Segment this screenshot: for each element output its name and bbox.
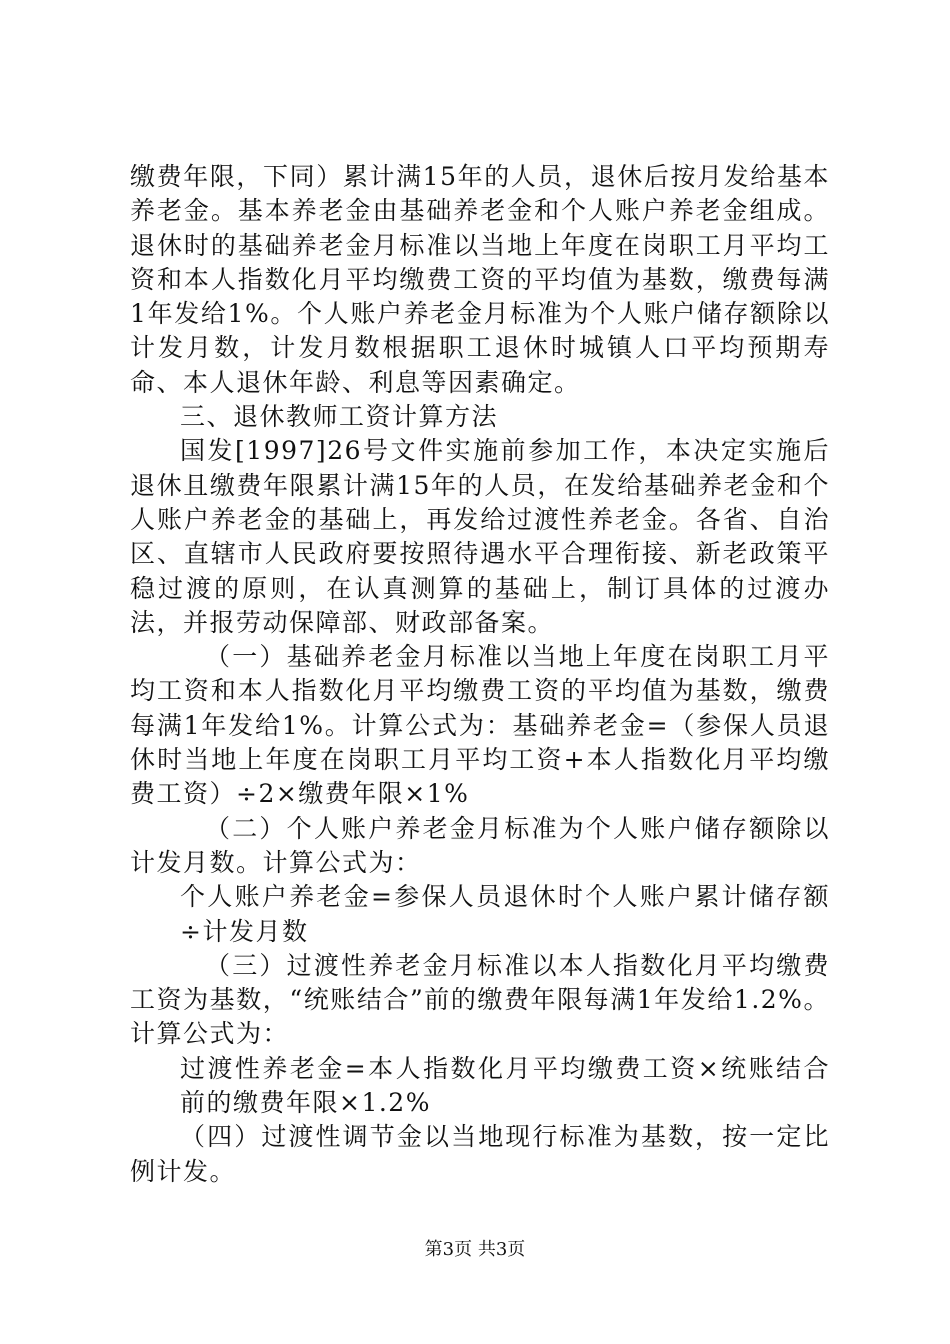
item-2-personal-account-pension: （二）个人账户养老金月标准为个人账户储存额除以计发月数。计算公式为： bbox=[130, 813, 830, 877]
item-1-basic-pension-formula: （一）基础养老金月标准以当地上年度在岗职工月平均工资和本人指数化月平均缴费工资的平均值为基数，缴费每满1年发给1%。计算公式为：基础养老金=（参保人员退休时当地上年度在岗职工月平均工资+本人指数化月平均缴费工资）÷2×缴费年限×1% bbox=[130, 642, 830, 809]
section-heading-calculation-method: 三、退休教师工资计算方法 bbox=[180, 402, 499, 432]
formula-personal-account-pension: 个人账户养老金=参保人员退休时个人账户累计储存额÷计发月数 bbox=[180, 882, 830, 946]
document-body bbox=[130, 160, 830, 1189]
paragraph-basic-pension: 缴费年限，下同）累计满15年的人员，退休后按月发给基本养老金。基本养老金由基础养老金和个人账户养老金组成。退休时的基础养老金月标准以当地上年度在岗职工月平均工资和本人指数化月平均缴费工资的平均值为基数，缴费每满1年发给1%。个人账户养老金月标准为个人账户储存额除以计发月数，计发月数根据职工退休时城镇人口平均预期寿命、本人退休年龄、利息等因素确定。 bbox=[130, 162, 830, 397]
item-4-transitional-adjustment: （四）过渡性调节金以当地现行标准为基数，按一定比例计发。 bbox=[130, 1122, 830, 1186]
item-3-transitional-pension: （三）过渡性养老金月标准以本人指数化月平均缴费工资为基数，“统账结合”前的缴费年限每满1年发给1.2%。计算公式为： bbox=[130, 950, 830, 1049]
paragraph-transition-policy: 国发[1997]26号文件实施前参加工作，本决定实施后退休且缴费年限累计满15年的人员，在发给基础养老金和个人账户养老金的基础上，再发给过渡性养老金。各省、自治区、直辖市人民政府要按照待遇水平合理衔接、新老政策平稳过渡的原则，在认真测算的基础上，制订具体的过渡办法，并报劳动保障部、财政部备案。 bbox=[130, 436, 830, 637]
page-number-footer: 第3页 共3页 bbox=[424, 1239, 526, 1260]
formula-transitional-pension: 过渡性养老金=本人指数化月平均缴费工资×统账结合前的缴费年限×1.2% bbox=[180, 1053, 830, 1118]
